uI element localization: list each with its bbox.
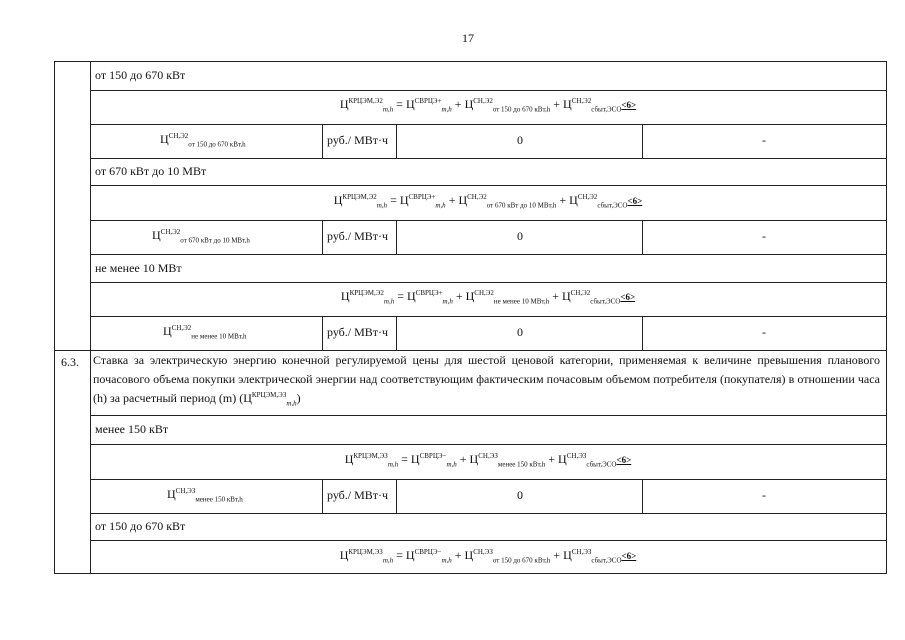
- group-title: от 150 до 670 кВт: [95, 68, 186, 82]
- cell-divider: [322, 316, 323, 350]
- param-symbol: $Ц^{СН,Э2}_{от 150 до 670 кВт,h}$: [160, 132, 246, 149]
- unit-cell: руб./ МВт·ч: [327, 488, 389, 502]
- unit-cell: руб./ МВт·ч: [327, 133, 389, 147]
- group-title: менее 150 кВт: [95, 422, 169, 436]
- row-divider: [90, 90, 886, 91]
- cell-divider: [642, 316, 643, 350]
- row-divider: [90, 220, 886, 221]
- cell-divider: [322, 124, 323, 158]
- formula: $Ц^{КРЦЭМ,Э2}_{m,h} = Ц^{СВРЦЭ+}_{m,h} + Ц^{СН,Э2}_{от 150 до 670 кВт,h} + Ц^{СН,Э2}_{сбыт,ЭСО}<6>$: [339, 97, 637, 114]
- row-divider: [90, 158, 886, 159]
- unit-cell: руб./ МВт·ч: [327, 229, 389, 243]
- cell-divider: [642, 479, 643, 513]
- row-divider: [90, 282, 886, 283]
- dash-cell: -: [762, 488, 766, 502]
- footnote-link[interactable]: <6>: [616, 455, 632, 465]
- group-title: от 670 кВт до 10 МВт: [95, 164, 207, 178]
- dash-cell: -: [762, 325, 766, 339]
- row-divider: [90, 513, 886, 514]
- row-divider: [90, 479, 886, 480]
- dash-cell: -: [762, 133, 766, 147]
- formula: $Ц^{КРЦЭМ,ЭЗ}_{m,h} = Ц^{СВРЦЭ-}_{m,h} + Ц^{СН,ЭЗ}_{менее 150 кВт,h} + Ц^{СН,ЭЗ}_{сбыт,ЭСО}<6>$: [344, 452, 632, 469]
- section-number: 6.3.: [61, 355, 79, 369]
- column-divider: [90, 62, 91, 573]
- param-symbol: $Ц^{СН,Э2}_{от 670 кВт до 10 МВт,h}$: [152, 228, 250, 245]
- row-divider: [90, 124, 886, 125]
- row-divider: [90, 185, 886, 186]
- dash-cell: -: [762, 229, 766, 243]
- row-divider: [90, 415, 886, 416]
- group-title: от 150 до 670 кВт: [95, 519, 186, 533]
- footnote-link[interactable]: <6>: [621, 100, 637, 110]
- cell-divider: [642, 220, 643, 254]
- cell-divider: [642, 124, 643, 158]
- param-symbol: $Ц^{СН,ЭЗ}_{менее 150 кВт,h}$: [167, 487, 243, 504]
- footnote-link[interactable]: <6>: [621, 551, 637, 561]
- footnote-link[interactable]: <6>: [627, 196, 643, 206]
- cell-divider: [396, 316, 397, 350]
- value-cell: 0: [517, 325, 523, 339]
- value-cell: 0: [517, 229, 523, 243]
- cell-divider: [322, 479, 323, 513]
- value-cell: 0: [517, 133, 523, 147]
- formula: $Ц^{КРЦЭМ,Э2}_{m,h} = Ц^{СВРЦЭ+}_{m,h} + Ц^{СН,Э2}_{от 670 кВт до 10 МВт,h} + Ц^{СН,Э2}_{сбыт,ЭСО}<6>$: [333, 193, 643, 210]
- group-title: не менее 10 МВт: [95, 261, 182, 275]
- row-divider: [90, 540, 886, 541]
- value-cell: 0: [517, 488, 523, 502]
- cell-divider: [396, 220, 397, 254]
- row-divider: [90, 254, 886, 255]
- param-symbol: $Ц^{СН,Э2}_{не менее 10 МВт,h}$: [163, 324, 247, 341]
- cell-divider: [396, 124, 397, 158]
- row-divider: [90, 316, 886, 317]
- formula: $Ц^{КРЦЭМ,ЭЗ}_{m,h} = Ц^{СВРЦЭ-}_{m,h} + Ц^{СН,ЭЗ}_{от 150 до 670 кВт,h} + Ц^{СН,ЭЗ}_{сбыт,ЭСО}<6>$: [339, 548, 637, 565]
- formula: $Ц^{КРЦЭМ,Э2}_{m,h} = Ц^{СВРЦЭ+}_{m,h} + Ц^{СН,Э2}_{не менее 10 МВт,h} + Ц^{СН,Э2}_{сбыт,ЭСО}<6>$: [340, 289, 636, 306]
- tariff-table: [54, 61, 887, 574]
- cell-divider: [322, 220, 323, 254]
- section-text: Ставка за электрическую энергию конечной регулируемой цены для шестой ценовой категории, применяемая к величине превышения планового почасового объема покупки электрической энергии над соответствующим фактическим почасовым объемом потребителя (покупателя) в отношении часа (h) за расчетный период (m) $(Ц^{КРЦЭМ,ЭЗ}_{m,h})$: [93, 353, 880, 408]
- row-divider: [90, 444, 886, 445]
- footnote-link[interactable]: <6>: [620, 292, 636, 302]
- page-number: 17: [462, 31, 474, 45]
- cell-divider: [396, 479, 397, 513]
- unit-cell: руб./ МВт·ч: [327, 325, 389, 339]
